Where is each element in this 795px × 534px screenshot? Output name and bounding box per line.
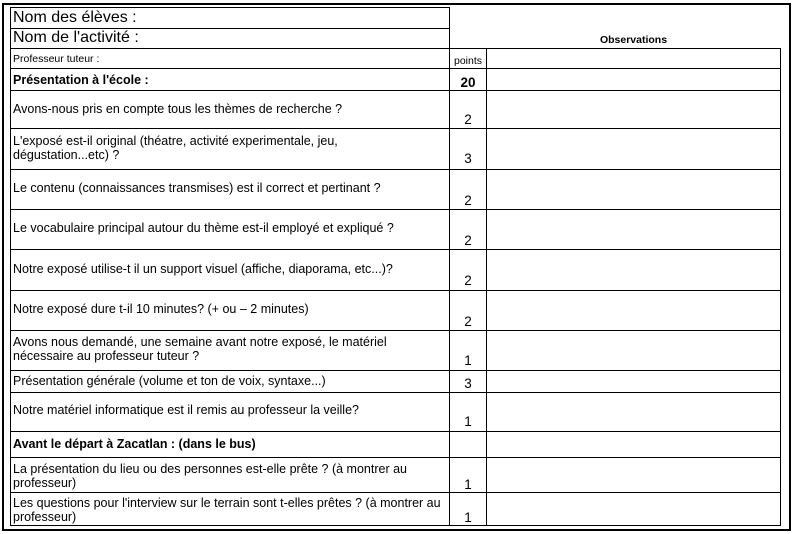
grid-line	[10, 457, 781, 458]
criterion-label: Les questions pour l'interview sur le terrain sont t-elles prêtes ? (à montrer au	[13, 496, 441, 510]
criterion-label: Notre matériel informatique est il remis au professeur la veille?	[13, 403, 359, 417]
row-points: 1	[464, 477, 472, 492]
row-points: 3	[464, 376, 472, 391]
section-title: Avant le départ à Zacatlan : (dans le bus)	[13, 437, 256, 451]
row-points: 20	[460, 75, 476, 90]
row-points: 2	[464, 233, 472, 248]
grid-line	[10, 290, 781, 291]
student-names-label: Nom des élèves :	[13, 9, 137, 26]
grid-line	[10, 48, 781, 49]
grid-line	[10, 330, 781, 331]
points-header: points	[454, 55, 483, 67]
row-points: 2	[464, 193, 472, 208]
grid-line	[780, 48, 781, 526]
activity-name-label: Nom de l'activité :	[13, 29, 139, 46]
grid-line	[10, 392, 781, 393]
row-points: 2	[464, 314, 472, 329]
criterion-label: Avons nous demandé, une semaine avant notre exposé, le matériel	[13, 335, 387, 349]
tutor-label: Professeur tuteur :	[13, 53, 100, 65]
grid-line	[10, 169, 781, 170]
criterion-label: Notre exposé utilise-t il un support visuel (affiche, diaporama, etc...)?	[13, 262, 393, 276]
grid-line	[10, 128, 781, 129]
grid-line	[10, 431, 781, 432]
criterion-label: Le contenu (connaissances transmises) est il correct et pertinant ?	[13, 181, 381, 195]
grid-line	[10, 525, 781, 526]
criterion-label: Présentation générale (volume et ton de voix, syntaxe...)	[13, 374, 326, 388]
grid-line	[10, 492, 781, 493]
grid-line	[10, 370, 781, 371]
criterion-label: Le vocabulaire principal autour du thème est-il employé et expliqué ?	[13, 221, 394, 235]
row-points: 2	[464, 112, 472, 127]
row-points: 1	[464, 414, 472, 429]
grid-line	[10, 7, 450, 8]
criterion-label: professeur)	[13, 510, 77, 524]
criterion-label: professeur)	[13, 476, 77, 490]
criterion-label: Avons-nous pris en compte tous les thèmes de recherche ?	[13, 102, 343, 116]
grid-line	[10, 209, 781, 210]
grid-line	[10, 68, 781, 69]
section-title: Présentation à l'école :	[13, 73, 149, 87]
row-points: 3	[464, 151, 472, 166]
grid-line	[10, 249, 781, 250]
row-points: 2	[464, 273, 472, 288]
criterion-label: nécessaire au professeur tuteur ?	[13, 349, 200, 363]
observations-header: Observations	[599, 34, 668, 46]
grid-line	[10, 7, 11, 526]
grid-line	[10, 90, 781, 91]
row-points: 1	[464, 353, 472, 368]
criterion-label: L'exposé est-il original (théatre, activité experimentale, jeu,	[13, 134, 338, 148]
row-points: 1	[464, 510, 472, 525]
criterion-label: Notre exposé dure t-il 10 minutes? (+ ou – 2 minutes)	[13, 302, 309, 316]
criterion-label: dégustation...etc) ?	[13, 148, 120, 162]
criterion-label: La présentation du lieu ou des personnes est-elle prête ? (à montrer au	[13, 462, 407, 476]
